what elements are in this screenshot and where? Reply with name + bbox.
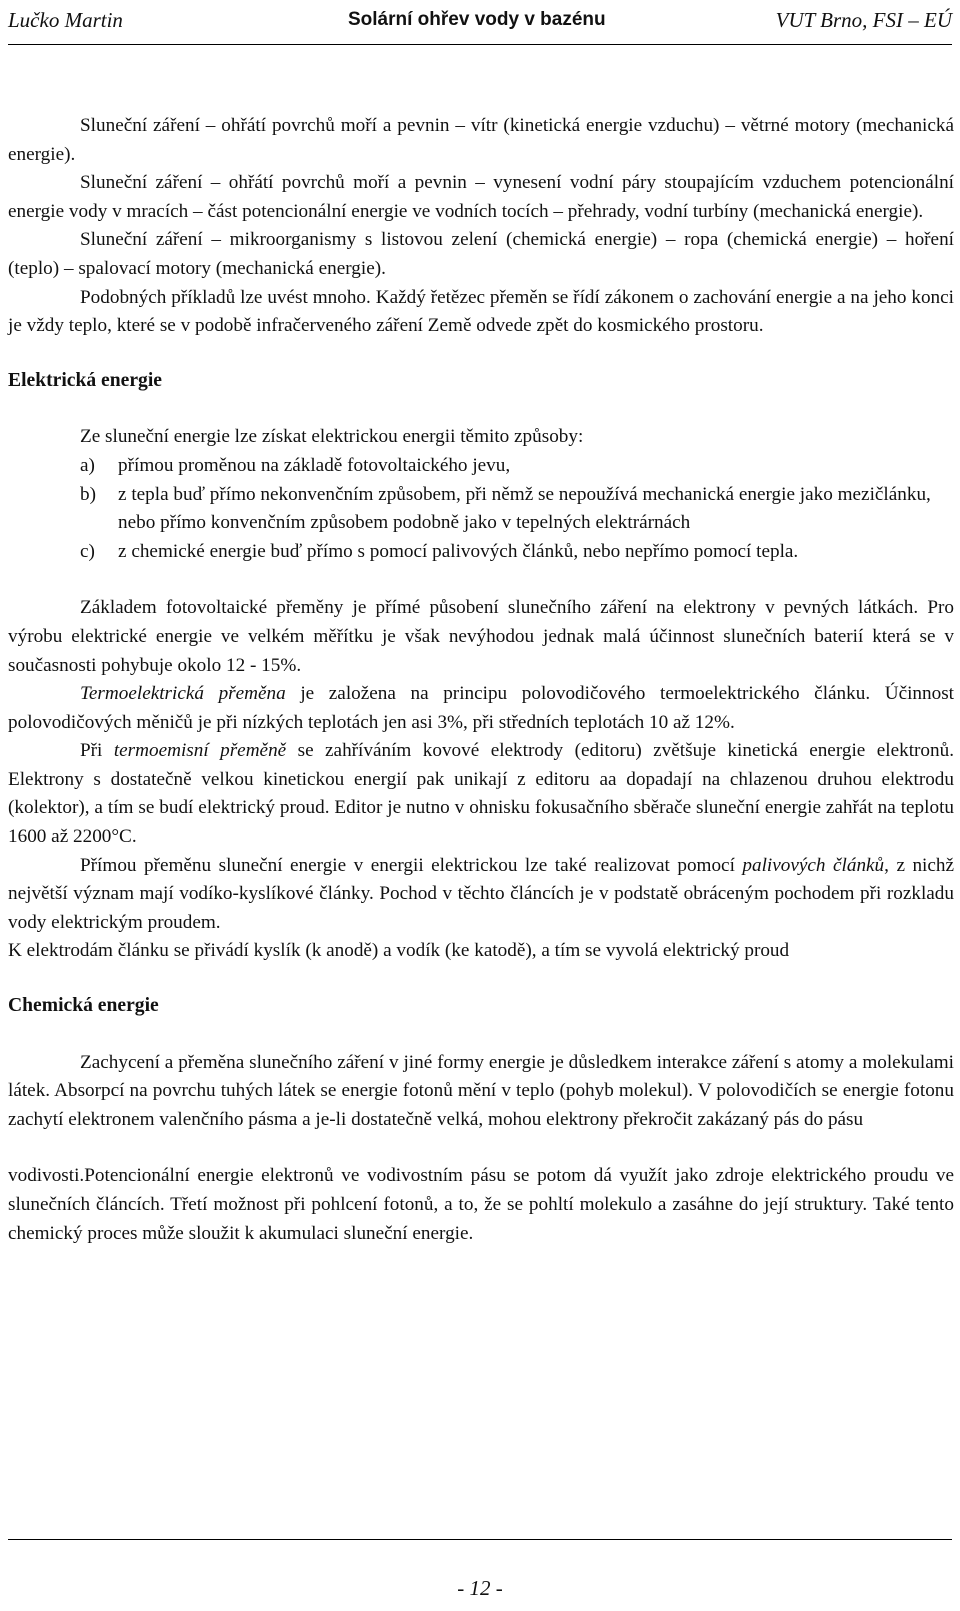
method-list (8, 452, 954, 566)
footer-divider (8, 1539, 952, 1540)
paragraph-chemical-2: vodivosti.Potencionální energie elektronů ve vodivostním pásu se potom dá využít jako zdroje elektrického proudu ve slunečních článcích. Třetí možnost při pohlcení fotonů, a to, že se pohltí molekulo a zasáhne do její struktury. Také tento chemický proces může sloužit k akumulaci sluneční energie. (8, 1165, 954, 1244)
page-header (8, 4, 952, 45)
term-thermionic: termoemisní přeměně (113, 740, 287, 762)
paragraph-thermionic (8, 737, 954, 851)
intro-paragraph-3: Sluneční záření – mikroorganismy s listovou zelení (chemická energie) – ropa (chemická energie) – hoření (teplo) – spalovací motory (mechanická energie). (8, 229, 954, 279)
list-marker: c) (80, 540, 95, 562)
list-item (8, 452, 954, 481)
paragraph-chemical-1: Zachycení a přeměna slunečního záření v jiné formy energie je důsledkem interakce záření s atomy a molekulami látek. Absorpcí na povrchu tuhých látek se energie fotonů mění v teplo (pohyb molekul). V polovodičích se energie fotonu zachytí elektronem valenčního pásma a je-li dostatečně velká, mohou elektrony překročit zakázaný pás do pásu (8, 1051, 954, 1130)
paragraph-thermionic-text: se zahříváním kovové elektrody (editoru) zvětšuje kinetická energie elektronů. Elektrony s dostatečně velkou kinetickou energií pak unikají z editoru aa dopadají na chlazenou druhou elektrodu (kolektor), a tím se budí elektrický proud. Editor je nutno v ohnisku fokusačního sběrače sluneční energie zahřát na teplotu 1600 až 2200°C. (8, 740, 954, 848)
header-title: Solární ohřev vody v bazénu (348, 9, 606, 30)
list-marker: a) (80, 454, 95, 476)
intro-paragraph-1: Sluneční záření – ohřátí povrchů moří a pevnin – vítr (kinetická energie vzduchu) – větrné motory (mechanická energie). (8, 115, 954, 165)
paragraph-thermoelectric (8, 680, 954, 737)
intro-paragraph-2: Sluneční záření – ohřátí povrchů moří a pevnin – vynesení vodní páry stoupajícím vzduchem potencionální energie vody v mracích – část potencionální energie ve vodních tocích – přehrady, vodní turbíny (mechanická energie). (8, 172, 954, 222)
header-author: Lučko Martin (8, 8, 123, 32)
intro-paragraph-4: Podobných příkladů lze uvést mnoho. Každý řetězec přeměn se řídí zákonem o zachování energie a na jeho konci je vždy teplo, které se v podobě infračerveného záření Země odvede zpět do kosmického prostoru. (8, 286, 954, 337)
paragraph-thermoelectric-text: je založena na principu polovodičového termoelektrického článku. Účinnost polovodičových měničů je při nízkých teplotách jen asi 3%, při středních teplotách 10 až 12%. (8, 683, 955, 733)
page-number: - 12 - (457, 1576, 503, 1600)
term-fuel-cell: palivových článků (742, 854, 885, 876)
list-item-text: z tepla buď přímo nekonvenčním způsobem, při němž se nepoužívá mechanická energie jako mezičlánku, nebo přímo konvenčním způsobem podobně jako v tepelných elektrárnách (118, 483, 931, 534)
paragraph-thermionic-pre: Při (80, 740, 114, 762)
electric-intro: Ze sluneční energie lze získat elektrickou energii těmito způsoby: (80, 426, 584, 448)
list-item (8, 538, 954, 567)
list-item-text: přímou proměnou na základě fotovoltaického jevu, (118, 454, 511, 476)
list-item-text: z chemické energie buď přímo s pomocí palivových článků, nebo nepřímo pomocí tepla. (118, 540, 799, 562)
section-heading-electric: Elektrická energie (8, 369, 162, 391)
list-marker: b) (80, 483, 96, 505)
header-institution: VUT Brno, FSI – EÚ (775, 8, 952, 32)
paragraph-fuel-cell-pre: Přímou přeměnu sluneční energie v energii elektrickou lze také realizovat pomocí (80, 854, 743, 876)
section-heading-chemical: Chemická energie (8, 995, 159, 1017)
paragraph-photovoltaic: Základem fotovoltaické přeměny je přímé působení slunečního záření na elektrony v pevných látkách. Pro výrobu elektrické energie ve velkém měřítku je však nevýhodou jednak malá účinnost slunečních baterií která se v současnosti pohybuje okolo 12 - 15%. (8, 597, 954, 676)
document-body (8, 112, 954, 1248)
paragraph-fuel-cell-text: , z nichž největší význam mají vodíko-kyslíkové články. Pochod v těchto článcích je v podstatě obráceným pochodem při rozkladu vody elektrickým proudem. (8, 854, 954, 933)
paragraph-fuel-cell-continued: K elektrodám článku se přivádí kyslík (k anodě) a vodík (ke katodě), a tím se vyvolá elektrický proud (8, 940, 790, 962)
paragraph-fuel-cell (8, 852, 954, 938)
term-thermoelectric: Termoelektrická přeměna (80, 683, 286, 705)
list-item (8, 481, 954, 538)
